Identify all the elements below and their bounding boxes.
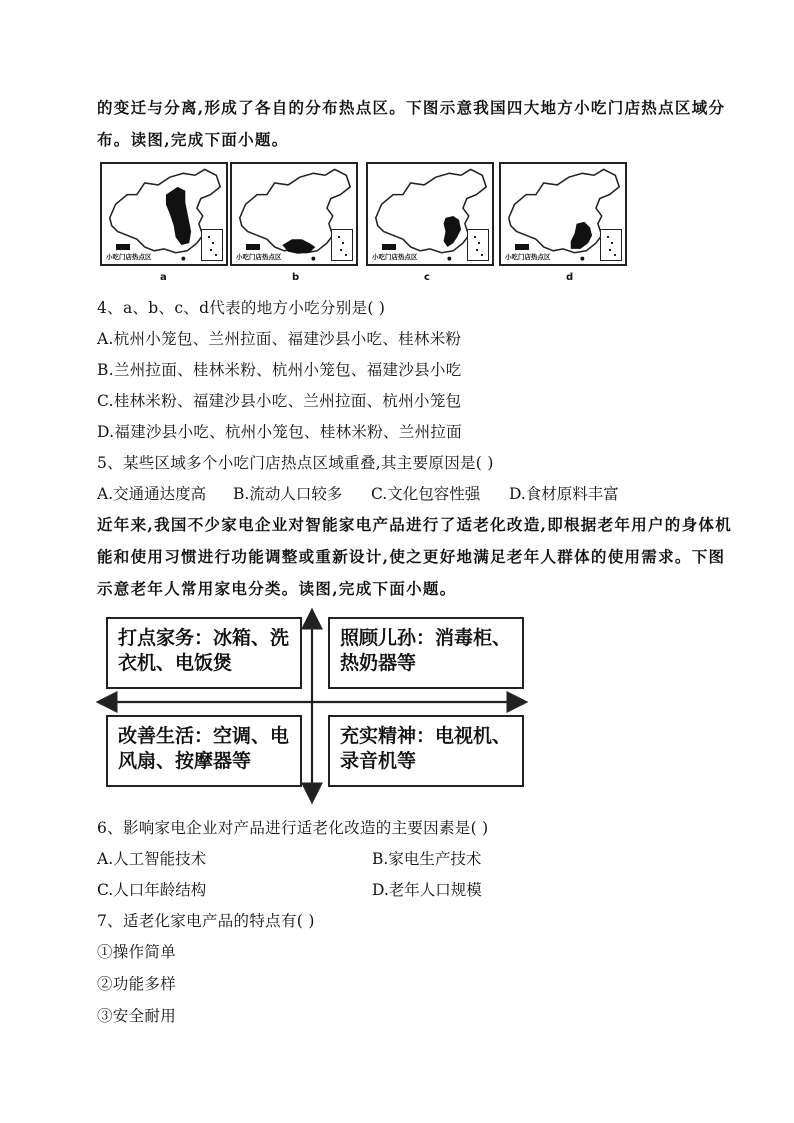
q4-option-d: D.福建沙县小吃、杭州小笼包、桂林米粉、兰州拉面 <box>97 423 463 441</box>
q7-item-1: ①操作简单 <box>97 943 177 961</box>
quadrant-bottom-right-line-2: 录音机等 <box>340 750 417 772</box>
map-label-c: c <box>424 272 430 283</box>
quadrant-bottom-left-line-2: 风扇、按摩器等 <box>118 750 252 772</box>
intro2-line-3: 示意老年人常用家电分类。读图,完成下面小题。 <box>97 579 457 598</box>
intro-line-2: 布。读图,完成下面小题。 <box>97 130 289 149</box>
quadrant-top-right <box>328 617 524 689</box>
q7-stem: 7、适老化家电产品的特点有( ) <box>97 912 315 930</box>
quadrant-bottom-left <box>106 715 302 787</box>
q5-option-d: D.食材原料丰富 <box>509 485 619 503</box>
intro2-line-1: 近年来,我国不少家电企业对智能家电产品进行了适老化改造,即根据老年用户的身体机 <box>97 515 732 534</box>
map-label-d: d <box>566 272 574 283</box>
q5-option-a: A.交通通达度高 <box>97 485 207 503</box>
quadrant-top-left-line-2: 衣机、电饭煲 <box>118 652 233 674</box>
map-legend-caption: 小吃门店热点区 <box>372 253 418 261</box>
q6-stem: 6、影响家电企业对产品进行适老化改造的主要因素是( ) <box>97 819 489 837</box>
quadrant-top-right-line-2: 热奶器等 <box>340 652 417 674</box>
q6-option-c: C.人口年龄结构 <box>97 881 207 899</box>
q4-option-b: B.兰州拉面、桂林米粉、杭州小笼包、福建沙县小吃 <box>97 361 462 379</box>
quadrant-bottom-right <box>328 715 524 787</box>
q5-option-b: B.流动人口较多 <box>233 485 343 503</box>
q4-option-c: C.桂林米粉、福建沙县小吃、兰州拉面、杭州小笼包 <box>97 392 462 410</box>
map-label-b: b <box>292 272 300 283</box>
q6-option-d: D.老年人口规模 <box>372 881 482 899</box>
q4-option-a: A.杭州小笼包、兰州拉面、福建沙县小吃、桂林米粉 <box>97 330 462 348</box>
q5-stem: 5、某些区域多个小吃门店热点区域重叠,其主要原因是( ) <box>97 454 494 472</box>
quadrant-top-left <box>106 617 302 689</box>
map-legend-caption: 小吃门店热点区 <box>236 253 282 261</box>
map-legend-caption: 小吃门店热点区 <box>106 253 152 261</box>
q6-option-b: B.家电生产技术 <box>372 850 482 868</box>
q4-stem: 4、a、b、c、d代表的地方小吃分别是( ) <box>97 299 386 317</box>
map-label-a: a <box>160 272 167 283</box>
intro-line-1: 的变迁与分离,形成了各自的分布热点区。下图示意我国四大地方小吃门店热点区域分 <box>97 98 726 117</box>
map-legend-caption: 小吃门店热点区 <box>505 253 551 261</box>
quadrant-top-left-line-1: 打点家务：冰箱、洗 <box>118 627 290 649</box>
q7-item-3: ③安全耐用 <box>97 1007 177 1025</box>
intro2-line-2: 能和使用习惯进行功能调整或重新设计,使之更好地满足老年人群体的使用需求。下图 <box>97 547 726 566</box>
q6-option-a: A.人工智能技术 <box>97 850 207 868</box>
quadrant-top-right-line-1: 照顾儿孙：消毒柜、 <box>340 627 512 649</box>
quadrant-bottom-left-line-1: 改善生活：空调、电 <box>118 725 290 747</box>
q7-item-2: ②功能多样 <box>97 975 177 993</box>
quadrant-bottom-right-line-1: 充实精神：电视机、 <box>340 725 512 747</box>
q5-option-c: C.文化包容性强 <box>371 485 481 503</box>
